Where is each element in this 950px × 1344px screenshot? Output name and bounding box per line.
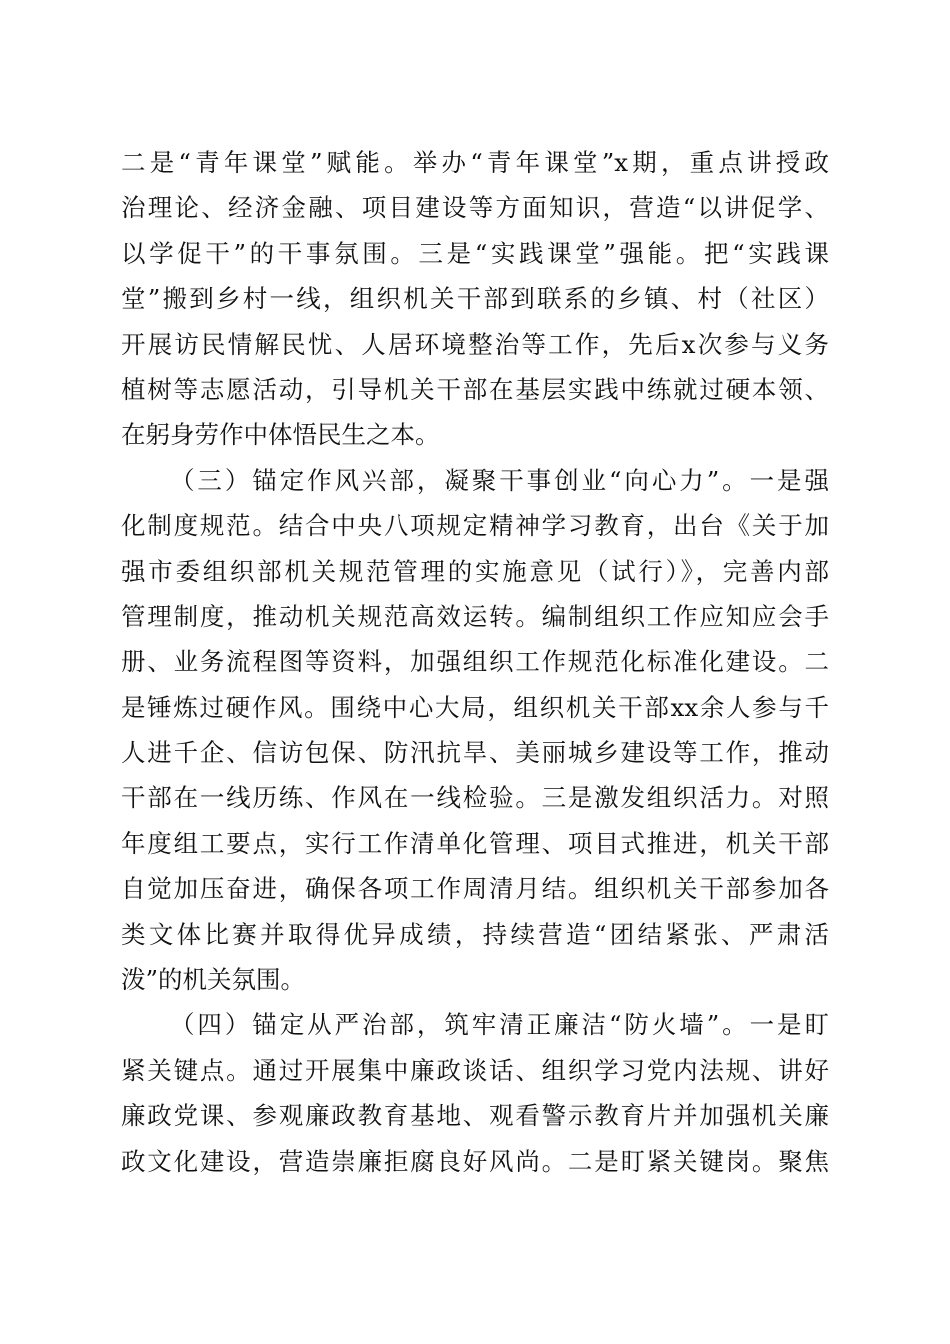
text-line: 强市委组织部机关规范管理的实施意见（试行）》，完善内部 [121,556,829,586]
text-line: 植树等志愿活动，引导机关干部在基层实践中练就过硬本领、 [121,374,829,404]
text-line: 自觉加压奋进，确保各项工作周清月结。组织机关干部参加各 [121,874,829,904]
text-line: 人进千企、信访包保、防汛抗旱、美丽城乡建设等工作，推动 [121,738,829,768]
text-line: 以学促干”的干事氛围。三是“实践课堂”强能。把“实践课 [121,238,829,268]
text-line: 在躬身劳作中体悟民生之本。 [121,420,440,450]
text-line: 二是“青年课堂”赋能。举办“青年课堂”x期，重点讲授政 [121,148,829,177]
text-line: 类文体比赛并取得优异成绩，持续营造“团结紧张、严肃活 [121,919,829,949]
section-heading-line: （四）锚定从严治部，筑牢清正廉洁“防火墙”。一是盯 [170,1010,829,1040]
text-line: 紧关键点。通过开展集中廉政谈话、组织学习党内法规、讲好 [121,1055,829,1085]
text-line: 治理论、经济金融、项目建设等方面知识，营造“以讲促学、 [121,193,829,223]
text-line: 化制度规范。结合中央八项规定精神学习教育，出台《关于加 [121,511,829,541]
section-heading-line: （三）锚定作风兴部，凝聚干事创业“向心力”。一是强 [170,465,829,495]
text-line: 开展访民情解民忧、人居环境整治等工作，先后x次参与义务 [121,329,829,359]
text-line: 干部在一线历练、作风在一线检验。三是激发组织活力。对照 [121,783,829,813]
text-line: 政文化建设，营造崇廉拒腐良好风尚。二是盯紧关键岗。聚焦 [121,1146,829,1176]
body-text [121,140,829,1184]
text-line: 廉政党课、参观廉政教育基地、观看警示教育片并加强机关廉 [121,1101,829,1131]
text-line: 是锤炼过硬作风。围绕中心大局，组织机关干部xx余人参与千 [121,692,829,722]
text-line: 年度组工要点，实行工作清单化管理、项目式推进，机关干部 [121,828,829,858]
text-line: 管理制度，推动机关规范高效运转。编制组织工作应知应会手 [121,601,829,631]
text-line: 册、业务流程图等资料，加强组织工作规范化标准化建设。二 [121,647,829,677]
text-line: 泼”的机关氛围。 [121,965,306,995]
text-line: 堂”搬到乡村一线，组织机关干部到联系的乡镇、村（社区） [121,284,829,314]
